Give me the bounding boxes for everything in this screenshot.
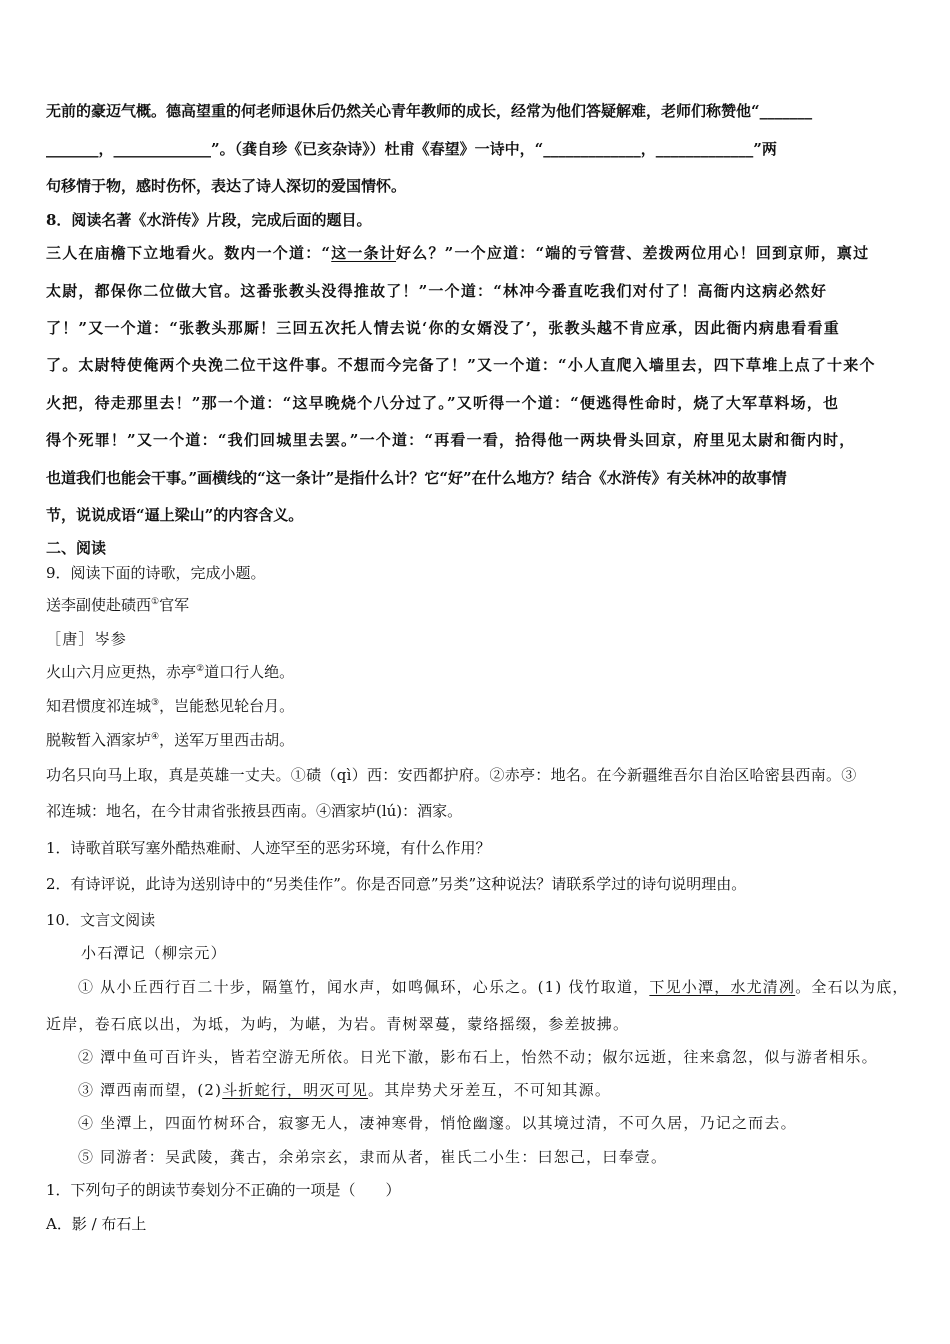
q7-line-2: _______，_____________”。（龚自珍《已亥杂诗》）杜甫《春望》一诗中，“_____________，_____________”两	[46, 140, 777, 158]
q10-para-4: ④ 坐潭上，四面竹树环合，寂寥无人，凄神寒骨，悄怆幽邃。以其境过清，不可久居，乃记之而去。	[78, 1114, 797, 1132]
q8-para-1a: 三人在庙檐下立地看火。数内一个道：“	[46, 244, 332, 262]
q9-poem-title	[46, 595, 910, 615]
q8-para-line-5: 火把，待走那里去！”那一个道：“这早晚烧个八分过了。”又听得一个道：“便逃得性命时，烧了大军草料场，也	[46, 394, 840, 412]
q7-line-1: 无前的豪迈气概。德高望重的何老师退休后仍然关心青年教师的成长，经常为他们答疑解难，老师们称赞他“_______	[46, 102, 813, 120]
essay-p3-b: 。其岸势犬牙差互，不可知其源。	[368, 1081, 612, 1099]
q10-essay-title: 小石潭记（柳宗元）	[81, 944, 227, 962]
poem-line-2b: ，岂能愁见轮台月。	[159, 697, 295, 715]
q10-option-a: A．影 / 布石上	[46, 1215, 147, 1233]
poem-line-3a: 脱鞍暂入酒家垆	[46, 731, 152, 749]
q10-para-5: ⑤ 同游者：吴武陵，龚古，余弟宗玄，隶而从者，崔氏二小生：曰恕己，曰奉壹。	[78, 1148, 668, 1166]
essay-p3-a: ③ 潭西南而望，(2)	[78, 1081, 223, 1099]
footnote-marker: ①	[151, 597, 160, 607]
q8-title: 8．阅读名著《水浒传》片段，完成后面的题目。	[46, 211, 372, 229]
q9-subquestion-1: 1．诗歌首联写塞外酷热难耐、人迹罕至的恶劣环境，有什么作用？	[46, 839, 491, 857]
q10-title: 10．文言文阅读	[46, 911, 156, 929]
essay-p1-b: 。全石以为底，	[795, 978, 909, 996]
poem-title-text-end: 官军	[159, 596, 190, 614]
q9-poem-line-3	[46, 730, 910, 750]
q9-poem-line-1	[46, 662, 910, 682]
q8-para-line-6: 得个死罪！”又一个道：“我们回城里去罢。”一个道：“再看一看，拾得他一两块骨头回京，府里见太尉和衙内时，	[46, 431, 856, 449]
q9-poem-line-2	[46, 696, 910, 716]
poem-line-2a: 知君惯度祁连城	[46, 697, 152, 715]
q8-underlined-phrase: 这一条计	[331, 244, 397, 262]
q9-poem-line-4-notes: 功名只向马上取，真是英雄一丈夫。①碛（qì）西：安西都护府。②赤亭：地名。在今新疆维吾尔自治区哈密县西南。③	[46, 766, 857, 784]
poem-line-1a: 火山六月应更热，赤亭	[46, 663, 197, 681]
essay-p1-a: ① 从小丘西行百二十步，隔篁竹，闻水声，如鸣佩环，心乐之。(1) 伐竹取道，	[78, 978, 650, 996]
q8-para-line-4: 了。太尉特使俺两个央浼二位干这件事。不想而今完备了！”又一个道：“小人直爬入墙里去，四下草堆上点了十来个	[46, 356, 876, 374]
q9-subquestion-2: 2．有诗评说，此诗为送别诗中的“另类佳作”。你是否同意”另类”这种说法？请联系学过的诗句说明理由。	[46, 875, 747, 893]
poem-line-1b: 道口行人绝。	[204, 663, 295, 681]
poem-title-text: 送李副使赴碛西	[46, 596, 152, 614]
q10-subquestion-1: 1．下列句子的朗读节奏划分不正确的一项是（ ）	[46, 1181, 401, 1199]
q9-title: 9．阅读下面的诗歌，完成小题。	[46, 564, 266, 582]
footnote-marker: ③	[151, 698, 160, 708]
q8-question-line-1: 也道我们也能会干事。”画横线的“这一条计”是指什么计？它“好”在什么地方？结合《水浒传》有关林冲的故事情	[46, 469, 787, 487]
q10-para-1-line-2: 近岸，卷石底以出，为坻，为屿，为嵁，为岩。青树翠蔓，蒙络摇缀，参差披拂。	[46, 1015, 630, 1033]
q9-poem-author: ［唐］岑参	[46, 630, 128, 648]
q8-question-line-2: 节，说说成语“逼上梁山”的内容含义。	[46, 506, 304, 524]
q8-para-line-1	[46, 243, 910, 263]
poem-line-3b: ，送军万里西击胡。	[159, 731, 295, 749]
q10-para-3	[78, 1080, 910, 1100]
q8-para-line-2: 太尉，都保你二位做大官。这番张教头没得推故了！”一个道：“林冲今番直吃我们对付了！高衙内这病必然好	[46, 282, 828, 300]
q10-para-1-line-1	[78, 977, 910, 997]
footnote-marker: ②	[196, 664, 205, 674]
q8-para-line-3: 了！”又一个道：“张教头那厮！三回五次托人情去说‘你的女婿没了’，张教头越不肯应承，因此衙内病患看看重	[46, 319, 840, 337]
section-heading-reading: 二、阅读	[46, 539, 107, 557]
essay-underlined-2: 斗折蛇行，明灭可见	[222, 1081, 369, 1099]
q9-notes-cont: 祁连城：地名，在今甘肃省张掖县西南。④酒家垆(lú)：酒家。	[46, 802, 463, 820]
q8-para-1b: 好么？”一个应道：“端的亏管营、差拨两位用心！回到京师，禀过	[396, 244, 870, 262]
essay-underlined-1: 下见小潭，水尤清冽	[649, 978, 796, 996]
q7-line-3: 句移情于物，感时伤怀，表达了诗人深切的爱国情怀。	[46, 177, 407, 195]
footnote-marker: ④	[151, 732, 160, 742]
q10-para-2: ② 潭中鱼可百许头，皆若空游无所依。日光下澈，影布石上，怡然不动；俶尔远逝，往来翕忽，似与游者相乐。	[78, 1048, 878, 1066]
